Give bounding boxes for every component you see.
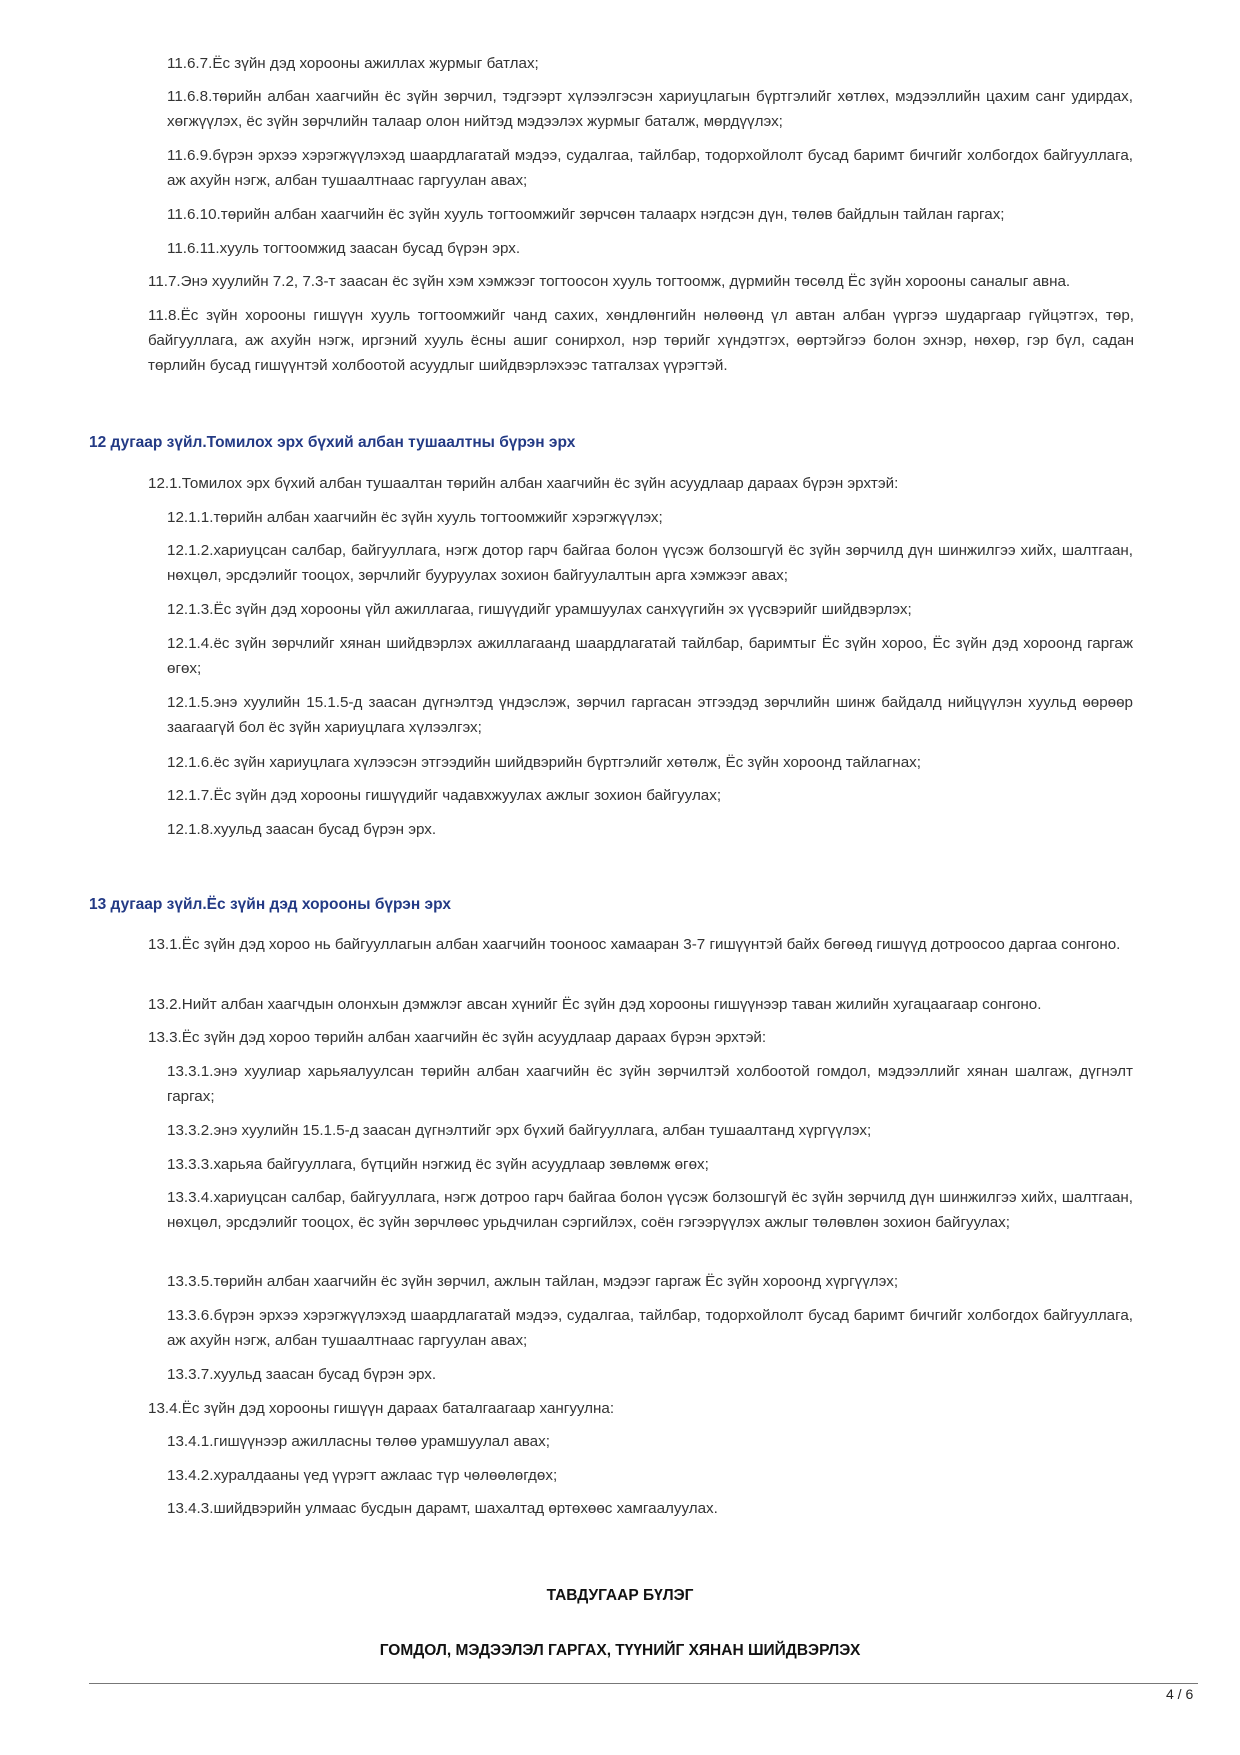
paragraph-13-3-5: 13.3.5.төрийн албан хаагчийн ёс зүйн зөрчил, ажлын тайлан, мэдээг гаргаж Ёс зүйн хороонд хүргүүлэх; — [167, 1273, 899, 1290]
paragraph-12-1: 12.1.Томилох эрх бүхий албан тушаалтан төрийн албан хаагчийн ёс зүйн асуудлаар дараах бүрэн эрхтэй: — [148, 475, 899, 492]
chapter-number-title: ТАВДУГААР БҮЛЭГ — [546, 1587, 694, 1604]
paragraph-11-6-8: 11.6.8.төрийн албан хаагчийн ёс зүйн зөрчил, тэдгээрт хүлээлгэсэн хариуцлагын бүртгэлийг хөтлөх, мэдээллийн цахим санг удирдах, хөгжүүлэх, ёс зүйн зөрчлийн талаар олон нийтэд мэдээлэх журмыг баталж, мөрдүүлэх; — [167, 88, 1133, 130]
paragraph-13-2: 13.2.Нийт албан хаагчдын олонхын дэмжлэг авсан хүнийг Ёс зүйн дэд хорооны гишүүнээр таван жилийн хугацаагаар сонгоно. — [148, 996, 1042, 1013]
paragraph-13-4: 13.4.Ёс зүйн дэд хорооны гишүүн дараах баталгаагаар хангуулна: — [148, 1400, 615, 1417]
paragraph-11-8: 11.8.Ёс зүйн хорооны гишүүн хууль тогтоомжийг чанд сахих, хөндлөнгийн нөлөөнд үл автан албан үүргээ шударгаар гүйцэтгэх, төр, байгууллага, аж ахуйн нэгж, иргэний хууль ёсны ашиг сонирхол, нэр төрийг хүндэтгэх, өөртэйгээ болон эхнэр, нөхөр, гэр бүл, садан төрлийн бусад гишүүнтэй холбоотой асуудлыг шийдвэрлэхээс татгалзах үүрэгтэй. — [148, 307, 1134, 374]
paragraph-13-4-3: 13.4.3.шийдвэрийн улмаас бусдын дарамт, шахалтад өртөхөөс хамгаалуулах. — [167, 1500, 718, 1517]
page-indicator: 4 / 6 — [1166, 1686, 1194, 1702]
paragraph-13-3-2: 13.3.2.энэ хуулийн 15.1.5-д заасан дүгнэлтийг эрх бүхий байгууллага, албан тушаалтанд хүргүүлэх; — [167, 1122, 872, 1139]
paragraph-13-3-1: 13.3.1.энэ хуулиар харьяалуулсан төрийн албан хаагчийн ёс зүйн зөрчилтэй холбоотой гомдол, мэдээллийг хянан шалгаж, дүгнэлт гаргах; — [167, 1063, 1133, 1105]
paragraph-12-1-5: 12.1.5.энэ хуулийн 15.1.5-д заасан дүгнэлтэд үндэслэж, зөрчил гаргасан этгээдэд зөрчлийн шинж байдалд нийцүүлэн хуульд өөрөөр заагаагүй бол ёс зүйн хариуцлага хүлээлгэх; — [167, 694, 1133, 736]
paragraph-13-4-1: 13.4.1.гишүүнээр ажилласны төлөө урамшуулал авах; — [167, 1433, 550, 1450]
paragraph-12-1-1: 12.1.1.төрийн албан хаагчийн ёс зүйн хууль тогтоомжийг хэрэгжүүлэх; — [167, 509, 663, 526]
paragraph-11-6-7: 11.6.7.Ёс зүйн дэд хорооны ажиллах журмыг батлах; — [167, 55, 539, 72]
paragraph-11-7: 11.7.Энэ хуулийн 7.2, 7.3-т заасан ёс зүйн хэм хэмжээг тогтоосон хууль тогтоомж, дүрмийн төсөлд Ёс зүйн хорооны саналыг авна. — [148, 273, 1071, 290]
paragraph-11-6-10: 11.6.10.төрийн албан хаагчийн ёс зүйн хууль тогтоомжийг зөрчсөн талаарх нэгдсэн дүн, төлөв байдлын тайлан гаргах; — [167, 206, 1005, 223]
paragraph-12-1-4: 12.1.4.ёс зүйн зөрчлийг хянан шийдвэрлэх ажиллагаанд шаардлагатай тайлбар, баримтыг Ёс зүйн хороо, Ёс зүйн дэд хороонд гаргаж өгөх; — [167, 635, 1133, 677]
footer-divider — [89, 1683, 1198, 1684]
paragraph-12-1-2: 12.1.2.хариуцсан салбар, байгууллага, нэгж дотор гарч байгаа болон үүсэж болзошгүй ёс зүйн зөрчилд дүн шинжилгээ хийх, шалтгаан, нөхцөл, эрсдэлийг тооцох, зөрчлийг бууруулах зохион байгуулалтын арга хэмжээг авах; — [167, 542, 1133, 584]
article-13-heading: 13 дугаар зүйл.Ёс зүйн дэд хорооны бүрэн эрх — [89, 896, 451, 913]
paragraph-13-3-6: 13.3.6.бүрэн эрхээ хэрэгжүүлэхэд шаардлагатай мэдээ, судалгаа, тайлбар, тодорхойлолт бусад баримт бичгийг холбогдох байгууллага, аж ахуйн нэгж, албан тушаалтнаас гаргуулан авах; — [167, 1307, 1133, 1349]
paragraph-12-1-6: 12.1.6.ёс зүйн хариуцлага хүлээсэн этгээдийн шийдвэрийн бүртгэлийг хөтөлж, Ёс зүйн хороонд тайлагнах; — [167, 754, 921, 771]
paragraph-12-1-7: 12.1.7.Ёс зүйн дэд хорооны гишүүдийг чадавхжуулах ажлыг зохион байгуулах; — [167, 787, 722, 804]
paragraph-13-4-2: 13.4.2.хуралдааны үед үүрэгт ажлаас түр чөлөөлөгдөх; — [167, 1467, 558, 1484]
paragraph-13-3-4: 13.3.4.хариуцсан салбар, байгууллага, нэгж дотроо гарч байгаа болон үүсэж болзошгүй ёс зүйн зөрчилд дүн шинжилгээ хийх, шалтгаан, нөхцөл, эрсдэлийг тооцох, ёс зүйн зөрчлөөс урьдчилан сэргийлэх, соён гэгээрүүлэх ажлыг төлөвлөн зохион байгуулах; — [167, 1189, 1133, 1231]
article-12-heading: 12 дугаар зүйл.Томилох эрх бүхий албан тушаалтны бүрэн эрх — [89, 434, 576, 451]
paragraph-13-3-7: 13.3.7.хуульд заасан бусад бүрэн эрх. — [167, 1366, 437, 1383]
paragraph-13-3-3: 13.3.3.харьяа байгууллага, бүтцийн нэгжид ёс зүйн асуудлаар зөвлөмж өгөх; — [167, 1156, 709, 1173]
paragraph-13-1: 13.1.Ёс зүйн дэд хороо нь байгууллагын албан хаагчийн тооноос хамааран 3-7 гишүүнтэй байх бөгөөд гишүүд дотроосоо даргаа сонгоно. — [148, 936, 1121, 953]
chapter-title: ГОМДОЛ, МЭДЭЭЛЭЛ ГАРГАХ, ТҮҮНИЙГ ХЯНАН ШИЙДВЭРЛЭХ — [379, 1642, 861, 1659]
paragraph-11-6-9: 11.6.9.бүрэн эрхээ хэрэгжүүлэхэд шаардлагатай мэдээ, судалгаа, тайлбар, тодорхойлолт бусад баримт бичгийг холбогдох байгууллага, аж ахуйн нэгж, албан тушаалтнаас гаргуулан авах; — [167, 147, 1133, 189]
paragraph-11-6-11: 11.6.11.хууль тогтоомжид заасан бусад бүрэн эрх. — [167, 240, 521, 257]
paragraph-12-1-3: 12.1.3.Ёс зүйн дэд хорооны үйл ажиллагаа, гишүүдийг урамшуулах санхүүгийн эх үүсвэрийг шийдвэрлэх; — [167, 601, 912, 618]
paragraph-13-3: 13.3.Ёс зүйн дэд хороо төрийн албан хаагчийн ёс зүйн асуудлаар дараах бүрэн эрхтэй: — [148, 1029, 767, 1046]
paragraph-12-1-8: 12.1.8.хуульд заасан бусад бүрэн эрх. — [167, 821, 437, 838]
